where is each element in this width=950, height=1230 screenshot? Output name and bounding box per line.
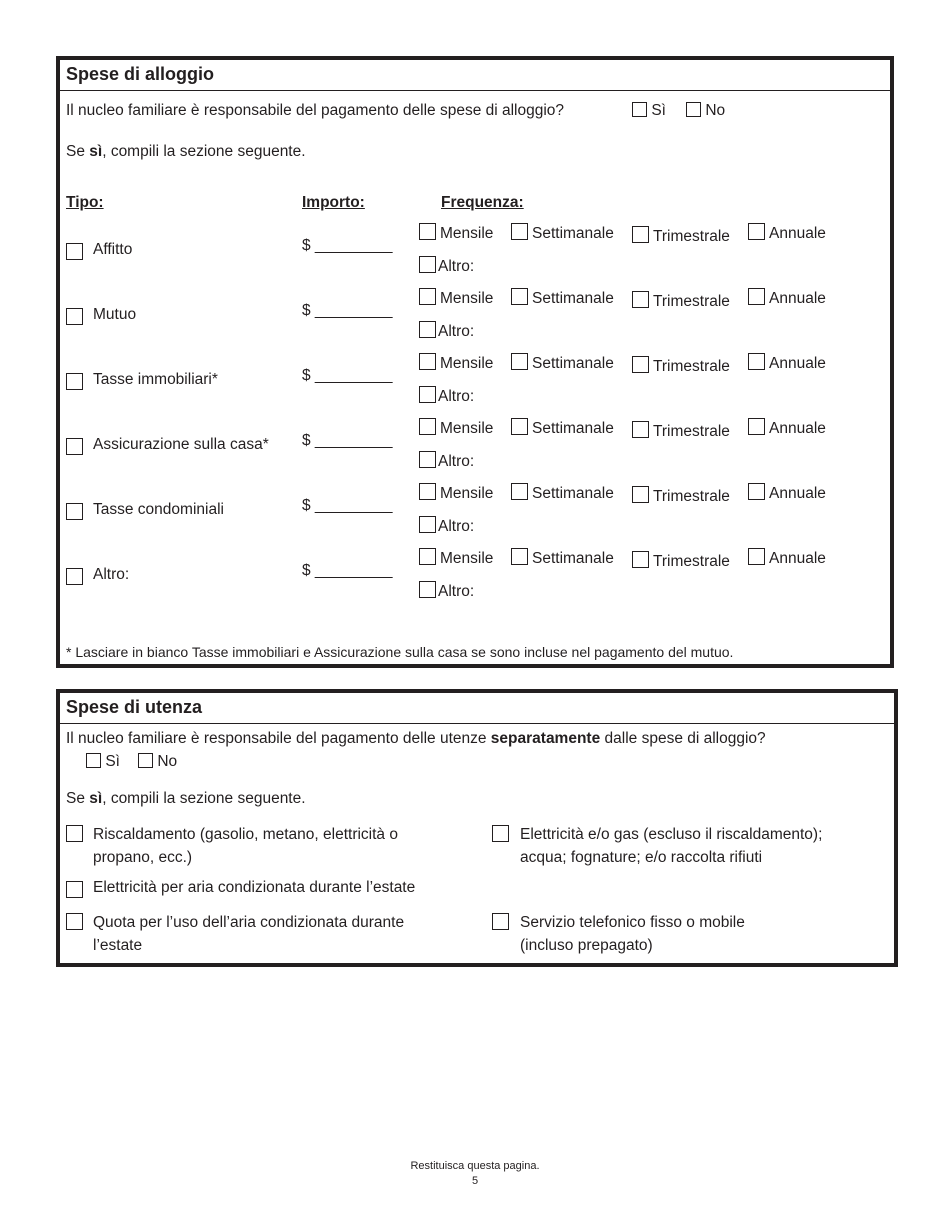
housing-row-5-freq-mensile-checkbox[interactable]	[419, 548, 436, 565]
housing-row-1-freq-trimestrale[interactable]	[632, 291, 730, 311]
frequency-other-label: Altro:	[438, 453, 475, 470]
column-header-amount: Importo:	[302, 194, 365, 211]
frequency-option-label: Trimestrale	[653, 228, 730, 245]
housing-row-1-amount-field[interactable]: $ _________	[302, 302, 393, 319]
housing-row-3-freq-other-checkbox[interactable]	[419, 451, 436, 468]
housing-row-3-freq-trimestrale-checkbox[interactable]	[632, 421, 649, 438]
housing-row-1-checkbox[interactable]	[66, 308, 83, 325]
frequency-option-label: Mensile	[440, 355, 494, 372]
housing-row-4-freq-other-checkbox[interactable]	[419, 516, 436, 533]
housing-row-0-freq-annuale[interactable]	[748, 223, 826, 243]
housing-row-1-freq-settimanale-checkbox[interactable]	[511, 288, 528, 305]
frequency-option-label: Mensile	[440, 290, 494, 307]
housing-row-2-freq-mensile[interactable]	[419, 353, 493, 373]
frequency-other-label: Altro:	[438, 323, 475, 340]
frequency-option-label: Trimestrale	[653, 293, 730, 310]
housing-row-4-freq-mensile-checkbox[interactable]	[419, 483, 436, 500]
housing-row-1-freq-annuale[interactable]	[748, 288, 826, 308]
frequency-option-label: Annuale	[769, 355, 826, 372]
frequency-option-label: Settimanale	[532, 355, 614, 372]
utility-yes-checkbox[interactable]	[86, 753, 101, 768]
frequency-option-label: Settimanale	[532, 485, 614, 502]
frequency-option-label: Mensile	[440, 550, 494, 567]
housing-row-0-label: Affitto	[93, 241, 133, 258]
housing-row-2-checkbox[interactable]	[66, 373, 83, 390]
frequency-option-label: Settimanale	[532, 225, 614, 242]
housing-no-checkbox[interactable]	[686, 102, 701, 117]
frequency-option-label: Annuale	[769, 420, 826, 437]
housing-row-0-freq-settimanale-checkbox[interactable]	[511, 223, 528, 240]
ac-electricity-checkbox[interactable]	[66, 881, 83, 898]
housing-row-0-freq-trimestrale[interactable]	[632, 226, 730, 246]
housing-row-1-freq-settimanale[interactable]	[511, 288, 614, 308]
housing-row-0-freq-trimestrale-checkbox[interactable]	[632, 226, 649, 243]
utility-expenses-section	[56, 689, 898, 967]
frequency-option-label: Annuale	[769, 485, 826, 502]
housing-row-4-freq-settimanale-checkbox[interactable]	[511, 483, 528, 500]
housing-row-1-freq-mensile-checkbox[interactable]	[419, 288, 436, 305]
housing-row-4-freq-annuale-checkbox[interactable]	[748, 483, 765, 500]
housing-yes-option[interactable]	[632, 102, 666, 120]
housing-row-4-freq-annuale[interactable]	[748, 483, 826, 503]
housing-yes-label: Sì	[651, 102, 666, 119]
housing-row-5-freq-settimanale[interactable]	[511, 548, 614, 568]
electricity-gas-label: Elettricità e/o gas (escluso il riscaldamento); acqua; fognature; e/o raccolta rifiuti	[520, 826, 823, 866]
housing-row-3-amount-field[interactable]: $ _________	[302, 432, 393, 449]
housing-row-1-freq-annuale-checkbox[interactable]	[748, 288, 765, 305]
frequency-option-label: Mensile	[440, 485, 494, 502]
housing-row-5-freq-other-checkbox[interactable]	[419, 581, 436, 598]
housing-row-2-freq-other-checkbox[interactable]	[419, 386, 436, 403]
utility-question: Il nucleo familiare è responsabile del pagamento delle utenze separatamente dalle spese di alloggio?	[66, 730, 766, 747]
housing-row-2-freq-settimanale-checkbox[interactable]	[511, 353, 528, 370]
housing-row-5-freq-trimestrale-checkbox[interactable]	[632, 551, 649, 568]
utility-no-label: No	[157, 753, 178, 770]
housing-row-3-freq-mensile[interactable]	[419, 418, 493, 438]
ac-fee-label: Quota per l’uso dell’aria condizionata durante l’estate	[93, 914, 405, 954]
housing-row-5-freq-settimanale-checkbox[interactable]	[511, 548, 528, 565]
column-header-frequency: Frequenza:	[441, 194, 524, 211]
housing-row-0-amount-field[interactable]: $ _________	[302, 237, 393, 254]
frequency-other-label: Altro:	[438, 583, 475, 600]
housing-no-label: No	[705, 102, 726, 119]
housing-row-2-freq-annuale-checkbox[interactable]	[748, 353, 765, 370]
housing-row-1-freq-mensile[interactable]	[419, 288, 493, 308]
housing-row-3-checkbox[interactable]	[66, 438, 83, 455]
housing-row-2-label: Tasse immobiliari*	[93, 371, 218, 388]
housing-footnote: * Lasciare in bianco Tasse immobiliari e Assicurazione sulla casa se sono incluse nel pagamento del mutuo.	[66, 644, 734, 660]
housing-row-3-freq-annuale-checkbox[interactable]	[748, 418, 765, 435]
housing-row-5-freq-annuale-checkbox[interactable]	[748, 548, 765, 565]
frequency-option-label: Trimestrale	[653, 488, 730, 505]
electricity-gas-checkbox[interactable]	[492, 825, 509, 842]
utility-yes-label: Sì	[105, 753, 120, 770]
page-number: 5	[471, 1175, 479, 1187]
frequency-option-label: Annuale	[769, 550, 826, 567]
frequency-option-label: Mensile	[440, 420, 494, 437]
housing-row-2-freq-trimestrale[interactable]	[632, 356, 730, 376]
housing-row-5-checkbox[interactable]	[66, 568, 83, 585]
housing-row-2-freq-trimestrale-checkbox[interactable]	[632, 356, 649, 373]
housing-row-3-freq-other[interactable]	[419, 451, 474, 471]
housing-instruction: Se sì, compili la sezione seguente.	[66, 143, 306, 160]
ac-fee-checkbox[interactable]	[66, 913, 83, 930]
housing-no-option[interactable]	[686, 102, 725, 120]
housing-row-2-amount-field[interactable]: $ _________	[302, 367, 393, 384]
housing-row-4-freq-trimestrale[interactable]	[632, 486, 730, 506]
housing-row-0-freq-mensile[interactable]	[419, 223, 493, 243]
housing-section-title: Spese di alloggio	[60, 60, 890, 91]
housing-row-4-freq-trimestrale-checkbox[interactable]	[632, 486, 649, 503]
housing-yes-checkbox[interactable]	[632, 102, 647, 117]
housing-row-5-freq-other[interactable]	[419, 581, 474, 601]
frequency-option-label: Mensile	[440, 225, 494, 242]
frequency-other-label: Altro:	[438, 388, 475, 405]
housing-row-4-label: Tasse condominiali	[93, 501, 224, 518]
column-header-type: Tipo:	[66, 194, 104, 211]
housing-row-2-freq-annuale[interactable]	[748, 353, 826, 373]
housing-row-0-freq-other-checkbox[interactable]	[419, 256, 436, 273]
frequency-option-label: Settimanale	[532, 550, 614, 567]
housing-row-2-freq-mensile-checkbox[interactable]	[419, 353, 436, 370]
housing-row-0-freq-other[interactable]	[419, 256, 474, 276]
housing-row-3-freq-settimanale[interactable]	[511, 418, 614, 438]
housing-row-5-freq-mensile[interactable]	[419, 548, 493, 568]
frequency-other-label: Altro:	[438, 258, 475, 275]
heating-label: Riscaldamento (gasolio, metano, elettricità o propano, ecc.)	[93, 826, 398, 866]
frequency-option-label: Settimanale	[532, 290, 614, 307]
utility-no-option[interactable]	[138, 753, 177, 771]
phone-service-label: Servizio telefonico fisso o mobile (incluso prepagato)	[520, 914, 745, 954]
frequency-option-label: Trimestrale	[653, 358, 730, 375]
housing-row-3-freq-settimanale-checkbox[interactable]	[511, 418, 528, 435]
housing-row-4-freq-settimanale[interactable]	[511, 483, 614, 503]
housing-row-0-freq-settimanale[interactable]	[511, 223, 614, 243]
housing-expenses-section	[56, 56, 894, 668]
frequency-option-label: Annuale	[769, 290, 826, 307]
housing-row-4-freq-other[interactable]	[419, 516, 474, 536]
housing-row-5-amount-field[interactable]: $ _________	[302, 562, 393, 579]
housing-row-5-freq-annuale[interactable]	[748, 548, 826, 568]
frequency-option-label: Annuale	[769, 225, 826, 242]
housing-row-4-amount-field[interactable]: $ _________	[302, 497, 393, 514]
housing-row-3-freq-mensile-checkbox[interactable]	[419, 418, 436, 435]
utility-instruction: Se sì, compili la sezione seguente.	[66, 790, 306, 807]
phone-service-checkbox[interactable]	[492, 913, 509, 930]
housing-row-5-freq-trimestrale[interactable]	[632, 551, 730, 571]
heating-checkbox[interactable]	[66, 825, 83, 842]
housing-row-1-freq-other-checkbox[interactable]	[419, 321, 436, 338]
housing-row-1-label: Mutuo	[93, 306, 137, 323]
housing-row-0-freq-annuale-checkbox[interactable]	[748, 223, 765, 240]
return-page-note: Restituisca questa pagina.	[410, 1160, 540, 1172]
frequency-option-label: Trimestrale	[653, 423, 730, 440]
housing-row-5-label: Altro:	[93, 566, 130, 583]
housing-row-0-freq-mensile-checkbox[interactable]	[419, 223, 436, 240]
frequency-other-label: Altro:	[438, 518, 475, 535]
housing-row-3-freq-annuale[interactable]	[748, 418, 826, 438]
housing-row-1-freq-other[interactable]	[419, 321, 474, 341]
housing-row-3-label: Assicurazione sulla casa*	[93, 436, 269, 453]
housing-row-4-checkbox[interactable]	[66, 503, 83, 520]
ac-electricity-label: Elettricità per aria condizionata durante l’estate	[93, 879, 416, 896]
housing-question: Il nucleo familiare è responsabile del pagamento delle spese di alloggio?	[66, 102, 565, 119]
utility-yes-option[interactable]	[86, 753, 120, 771]
housing-row-2-freq-settimanale[interactable]	[511, 353, 614, 373]
housing-row-3-freq-trimestrale[interactable]	[632, 421, 730, 441]
utility-no-checkbox[interactable]	[138, 753, 153, 768]
housing-row-0-checkbox[interactable]	[66, 243, 83, 260]
housing-row-2-freq-other[interactable]	[419, 386, 474, 406]
housing-row-4-freq-mensile[interactable]	[419, 483, 493, 503]
frequency-option-label: Settimanale	[532, 420, 614, 437]
frequency-option-label: Trimestrale	[653, 553, 730, 570]
housing-row-1-freq-trimestrale-checkbox[interactable]	[632, 291, 649, 308]
utility-section-title: Spese di utenza	[60, 693, 894, 724]
